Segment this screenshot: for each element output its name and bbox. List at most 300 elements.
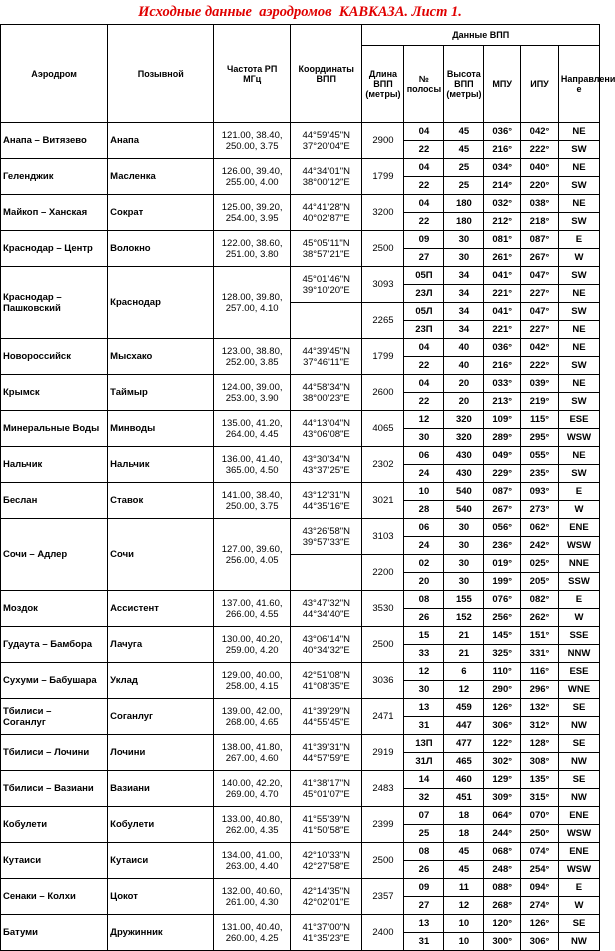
- runway-length: 2200: [362, 555, 404, 591]
- runway-direction: NW: [558, 789, 599, 807]
- aerodrome-name: Краснодар – Пашковский: [1, 267, 108, 339]
- callsign: Кутаиси: [108, 843, 214, 879]
- runway-direction: NW: [558, 717, 599, 735]
- runway-direction: ENE: [558, 807, 599, 825]
- runway-mpu: 309°: [484, 789, 521, 807]
- runway-number: 07: [404, 807, 444, 825]
- table-row: [1, 915, 600, 933]
- runway-length: 2400: [362, 915, 404, 951]
- runway-ipu: 222°: [521, 141, 559, 159]
- runway-direction: W: [558, 897, 599, 915]
- runway-mpu: 036°: [484, 339, 521, 357]
- runway-mpu: 120°: [484, 915, 521, 933]
- runway-number: 22: [404, 357, 444, 375]
- runway-direction: SE: [558, 915, 599, 933]
- runway-mpu: 126°: [484, 699, 521, 717]
- runway-ipu: 205°: [521, 573, 559, 591]
- runway-height: 10: [444, 915, 484, 933]
- runway-length: 3200: [362, 195, 404, 231]
- aerodrome-name: Нальчик: [1, 447, 108, 483]
- runway-ipu: 274°: [521, 897, 559, 915]
- callsign: Сочи: [108, 519, 214, 591]
- runway-length: 3021: [362, 483, 404, 519]
- runway-number: 25: [404, 825, 444, 843]
- runway-height: 20: [444, 393, 484, 411]
- coordinates: 41°39'29"N 44°55'45"E: [291, 699, 362, 735]
- runway-height: 155: [444, 591, 484, 609]
- runway-height: 465: [444, 753, 484, 771]
- runway-number: 04: [404, 159, 444, 177]
- runway-length: 4065: [362, 411, 404, 447]
- aerodrome-name: Крымск: [1, 375, 108, 411]
- runway-number: 05П: [404, 267, 444, 285]
- callsign: Таймыр: [108, 375, 214, 411]
- aerodrome-name: Майкоп – Ханская: [1, 195, 108, 231]
- runway-number: 08: [404, 591, 444, 609]
- runway-number: 31: [404, 933, 444, 951]
- runway-ipu: 267°: [521, 249, 559, 267]
- coordinates: 41°39'31"N 44°57'59"E: [291, 735, 362, 771]
- coordinates: 41°38'17"N 45°01'07"E: [291, 771, 362, 807]
- runway-direction: NW: [558, 753, 599, 771]
- runway-mpu: 081°: [484, 231, 521, 249]
- coordinates: 42°10'33"N 42°27'58"E: [291, 843, 362, 879]
- runway-number: 24: [404, 465, 444, 483]
- aerodrome-table-body: [1, 123, 600, 951]
- runway-ipu: 040°: [521, 159, 559, 177]
- runway-height: 447: [444, 717, 484, 735]
- frequency: 133.00, 40.80, 262.00, 4.35: [214, 807, 291, 843]
- runway-mpu: 212°: [484, 213, 521, 231]
- runway-height: 459: [444, 699, 484, 717]
- runway-ipu: 306°: [521, 933, 559, 951]
- runway-direction: SSE: [558, 627, 599, 645]
- runway-ipu: 227°: [521, 321, 559, 339]
- runway-mpu: 302°: [484, 753, 521, 771]
- runway-height: 180: [444, 195, 484, 213]
- runway-ipu: 220°: [521, 177, 559, 195]
- table-row: [1, 195, 600, 213]
- coordinates: 44°34'01"N 38°00'12"E: [291, 159, 362, 195]
- runway-length: 2357: [362, 879, 404, 915]
- runway-number: 22: [404, 177, 444, 195]
- callsign: Уклад: [108, 663, 214, 699]
- runway-height: 12: [444, 897, 484, 915]
- table-row: [1, 447, 600, 465]
- frequency: 140.00, 42.20, 269.00, 4.70: [214, 771, 291, 807]
- aerodrome-name: Тбилиси – Соганлуг: [1, 699, 108, 735]
- runway-mpu: 221°: [484, 285, 521, 303]
- table-row: [1, 123, 600, 141]
- coordinates: 45°01'46"N 39°10'20"E: [291, 267, 362, 303]
- runway-number: 09: [404, 879, 444, 897]
- runway-ipu: 039°: [521, 375, 559, 393]
- runway-height: 45: [444, 843, 484, 861]
- runway-mpu: 248°: [484, 861, 521, 879]
- callsign: Кобулети: [108, 807, 214, 843]
- runway-ipu: 227°: [521, 285, 559, 303]
- runway-direction: SW: [558, 465, 599, 483]
- runway-direction: W: [558, 249, 599, 267]
- runway-number: 10: [404, 483, 444, 501]
- runway-height: 11: [444, 879, 484, 897]
- table-row: [1, 339, 600, 357]
- aerodrome-name: Сочи – Адлер: [1, 519, 108, 591]
- callsign: Минводы: [108, 411, 214, 447]
- runway-number: 02: [404, 555, 444, 573]
- runway-number: 09: [404, 231, 444, 249]
- frequency: 121.00, 38.40, 250.00, 3.75: [214, 123, 291, 159]
- callsign: Лачуга: [108, 627, 214, 663]
- runway-mpu: 036°: [484, 123, 521, 141]
- aerodrome-name: Новороссийск: [1, 339, 108, 375]
- runway-ipu: 062°: [521, 519, 559, 537]
- runway-mpu: 216°: [484, 357, 521, 375]
- aerodrome-name: Тбилиси – Вазиани: [1, 771, 108, 807]
- runway-direction: SE: [558, 771, 599, 789]
- runway-direction: E: [558, 231, 599, 249]
- runway-number: 06: [404, 447, 444, 465]
- aerodrome-name: Кутаиси: [1, 843, 108, 879]
- runway-direction: SW: [558, 213, 599, 231]
- runway-number: 26: [404, 861, 444, 879]
- page-title: Исходные данные аэродромов КАВКАЗА. Лист 1.: [138, 4, 462, 20]
- runway-length: 1799: [362, 339, 404, 375]
- runway-length: 3530: [362, 591, 404, 627]
- callsign: Дружинник: [108, 915, 214, 951]
- callsign: Ставок: [108, 483, 214, 519]
- runway-mpu: 049°: [484, 447, 521, 465]
- aerodrome-name: Беслан: [1, 483, 108, 519]
- table-row: [1, 735, 600, 753]
- runway-ipu: 087°: [521, 231, 559, 249]
- runway-ipu: 218°: [521, 213, 559, 231]
- frequency: 123.00, 38.80, 252.00, 3.85: [214, 339, 291, 375]
- runway-mpu: 109°: [484, 411, 521, 429]
- runway-height: 6: [444, 663, 484, 681]
- header-frequency: Частота РП МГц: [214, 25, 291, 123]
- coordinates: 44°41'28"N 40°02'87"E: [291, 195, 362, 231]
- runway-ipu: 038°: [521, 195, 559, 213]
- runway-height: 34: [444, 321, 484, 339]
- aerodrome-table: [0, 24, 615, 951]
- runway-ipu: 308°: [521, 753, 559, 771]
- runway-length: 3036: [362, 663, 404, 699]
- runway-height: 45: [444, 141, 484, 159]
- runway-height: 20: [444, 375, 484, 393]
- runway-ipu: 295°: [521, 429, 559, 447]
- runway-height: 30: [444, 249, 484, 267]
- runway-number: 22: [404, 141, 444, 159]
- runway-height: 18: [444, 807, 484, 825]
- runway-direction: NE: [558, 321, 599, 339]
- frequency: 132.00, 40.60, 261.00, 4.30: [214, 879, 291, 915]
- runway-direction: NE: [558, 285, 599, 303]
- coordinates: 41°37'00"N 41°35'23"E: [291, 915, 362, 951]
- runway-direction: NW: [558, 933, 599, 951]
- table-row: [1, 375, 600, 393]
- runway-direction: SW: [558, 357, 599, 375]
- runway-number: 15: [404, 627, 444, 645]
- runway-number: 30: [404, 681, 444, 699]
- runway-direction: SSW: [558, 573, 599, 591]
- frequency: 135.00, 41.20, 264.00, 4.45: [214, 411, 291, 447]
- aerodrome-name: Гудаута – Бамбора: [1, 627, 108, 663]
- runway-number: 20: [404, 573, 444, 591]
- runway-height: 34: [444, 285, 484, 303]
- coordinates-empty: [291, 555, 362, 591]
- runway-ipu: 047°: [521, 303, 559, 321]
- runway-ipu: 047°: [521, 267, 559, 285]
- runway-direction: SW: [558, 267, 599, 285]
- runway-length: 2399: [362, 807, 404, 843]
- runway-direction: E: [558, 591, 599, 609]
- frequency: 126.00, 39.40, 255.00, 4.00: [214, 159, 291, 195]
- runway-direction: W: [558, 609, 599, 627]
- runway-height: 430: [444, 465, 484, 483]
- aerodrome-name: Геленджик: [1, 159, 108, 195]
- aerodrome-name: Батуми: [1, 915, 108, 951]
- runway-length: 2500: [362, 627, 404, 663]
- runway-mpu: 110°: [484, 663, 521, 681]
- runway-number: 04: [404, 123, 444, 141]
- runway-ipu: 042°: [521, 123, 559, 141]
- header-runway-length: Длина ВПП (метры): [362, 46, 404, 123]
- frequency: 129.00, 40.00, 258.00, 4.15: [214, 663, 291, 699]
- runway-length: 1799: [362, 159, 404, 195]
- runway-number: 27: [404, 897, 444, 915]
- runway-mpu: 032°: [484, 195, 521, 213]
- header-direction: Направлени е: [558, 46, 599, 123]
- runway-direction: WSW: [558, 825, 599, 843]
- runway-ipu: 219°: [521, 393, 559, 411]
- runway-number: 27: [404, 249, 444, 267]
- runway-number: 13: [404, 699, 444, 717]
- runway-height: 180: [444, 213, 484, 231]
- runway-mpu: 236°: [484, 537, 521, 555]
- runway-ipu: 074°: [521, 843, 559, 861]
- runway-ipu: 132°: [521, 699, 559, 717]
- runway-length: 2471: [362, 699, 404, 735]
- runway-mpu: 033°: [484, 375, 521, 393]
- runway-direction: E: [558, 483, 599, 501]
- runway-number: 06: [404, 519, 444, 537]
- table-row: [1, 519, 600, 537]
- runway-height: 34: [444, 267, 484, 285]
- table-row: [1, 159, 600, 177]
- runway-number: 23Л: [404, 285, 444, 303]
- runway-ipu: 151°: [521, 627, 559, 645]
- frequency: 138.00, 41.80, 267.00, 4.60: [214, 735, 291, 771]
- runway-ipu: 250°: [521, 825, 559, 843]
- runway-mpu: 064°: [484, 807, 521, 825]
- runway-height: 152: [444, 609, 484, 627]
- runway-direction: ESE: [558, 663, 599, 681]
- runway-ipu: 135°: [521, 771, 559, 789]
- runway-direction: WSW: [558, 429, 599, 447]
- table-row: [1, 483, 600, 501]
- frequency: 127.00, 39.60, 256.00, 4.05: [214, 519, 291, 591]
- runway-mpu: 300°: [484, 933, 521, 951]
- runway-ipu: 025°: [521, 555, 559, 573]
- header-runway-data: Данные ВПП: [362, 25, 600, 46]
- runway-ipu: 115°: [521, 411, 559, 429]
- runway-length: 3103: [362, 519, 404, 555]
- runway-height: 451: [444, 789, 484, 807]
- runway-number: 22: [404, 393, 444, 411]
- runway-height: 540: [444, 483, 484, 501]
- table-row: [1, 879, 600, 897]
- runway-direction: SE: [558, 735, 599, 753]
- callsign: Вазиани: [108, 771, 214, 807]
- callsign: Ассистент: [108, 591, 214, 627]
- runway-length: 2919: [362, 735, 404, 771]
- aerodrome-name: Краснодар – Центр: [1, 231, 108, 267]
- runway-height: 25: [444, 159, 484, 177]
- callsign: Цокот: [108, 879, 214, 915]
- frequency: 141.00, 38.40, 250.00, 3.75: [214, 483, 291, 519]
- runway-direction: SW: [558, 141, 599, 159]
- coordinates: 42°51'08"N 41°08'35"E: [291, 663, 362, 699]
- runway-height: 430: [444, 447, 484, 465]
- runway-mpu: 261°: [484, 249, 521, 267]
- coordinates: 44°59'45"N 37°20'04"E: [291, 123, 362, 159]
- header-callsign: Позывной: [108, 25, 214, 123]
- runway-height: 25: [444, 177, 484, 195]
- runway-number: 04: [404, 339, 444, 357]
- frequency: 130.00, 40.20, 259.00, 4.20: [214, 627, 291, 663]
- runway-direction: WSW: [558, 537, 599, 555]
- runway-number: 04: [404, 375, 444, 393]
- runway-length: 2900: [362, 123, 404, 159]
- runway-height: 18: [444, 825, 484, 843]
- aerodrome-name: Сенаки – Колхи: [1, 879, 108, 915]
- header-ipu: ИПУ: [521, 46, 559, 123]
- header-mpu: МПУ: [484, 46, 521, 123]
- coordinates: 44°13'04"N 43°06'08"E: [291, 411, 362, 447]
- runway-ipu: 116°: [521, 663, 559, 681]
- runway-number: 26: [404, 609, 444, 627]
- runway-height: 30: [444, 519, 484, 537]
- runway-height: 34: [444, 303, 484, 321]
- coordinates: 43°26'58"N 39°57'33"E: [291, 519, 362, 555]
- runway-height: 21: [444, 627, 484, 645]
- aerodrome-name: Тбилиси – Лочини: [1, 735, 108, 771]
- aerodrome-name: Сухуми – Бабушара: [1, 663, 108, 699]
- runway-ipu: 273°: [521, 501, 559, 519]
- coordinates: 41°55'39"N 41°50'58"E: [291, 807, 362, 843]
- runway-number: 08: [404, 843, 444, 861]
- aerodrome-name: Моздок: [1, 591, 108, 627]
- coordinates: 45°05'11"N 38°57'21"E: [291, 231, 362, 267]
- runway-mpu: 289°: [484, 429, 521, 447]
- runway-length: 3093: [362, 267, 404, 303]
- runway-mpu: 244°: [484, 825, 521, 843]
- runway-direction: ENE: [558, 519, 599, 537]
- runway-mpu: 325°: [484, 645, 521, 663]
- runway-ipu: 094°: [521, 879, 559, 897]
- runway-length: 2500: [362, 843, 404, 879]
- table-row: [1, 843, 600, 861]
- runway-mpu: 256°: [484, 609, 521, 627]
- runway-height: 30: [444, 537, 484, 555]
- runway-number: 31: [404, 717, 444, 735]
- runway-mpu: 268°: [484, 897, 521, 915]
- runway-mpu: 041°: [484, 303, 521, 321]
- runway-number: 05Л: [404, 303, 444, 321]
- runway-height: 45: [444, 123, 484, 141]
- aerodrome-name: Кобулети: [1, 807, 108, 843]
- runway-mpu: 068°: [484, 843, 521, 861]
- runway-direction: NNW: [558, 645, 599, 663]
- frequency: 131.00, 40.40, 260.00, 4.25: [214, 915, 291, 951]
- runway-number: 04: [404, 195, 444, 213]
- runway-ipu: 254°: [521, 861, 559, 879]
- runway-mpu: 122°: [484, 735, 521, 753]
- coordinates-empty: [291, 303, 362, 339]
- callsign: Масленка: [108, 159, 214, 195]
- runway-direction: W: [558, 501, 599, 519]
- runway-height: 45: [444, 861, 484, 879]
- callsign: Краснодар: [108, 267, 214, 339]
- runway-mpu: 306°: [484, 717, 521, 735]
- frequency: 139.00, 42.00, 268.00, 4.65: [214, 699, 291, 735]
- callsign: Мысхако: [108, 339, 214, 375]
- coordinates: 43°06'14"N 40°34'32"E: [291, 627, 362, 663]
- coordinates: 43°47'32"N 44°34'40"E: [291, 591, 362, 627]
- coordinates: 44°58'34"N 38°00'23"E: [291, 375, 362, 411]
- table-row: [1, 591, 600, 609]
- coordinates: 44°39'45"N 37°46'11"E: [291, 339, 362, 375]
- runway-ipu: 331°: [521, 645, 559, 663]
- runway-direction: SW: [558, 177, 599, 195]
- runway-number: 24: [404, 537, 444, 555]
- runway-ipu: 082°: [521, 591, 559, 609]
- runway-length: 2265: [362, 303, 404, 339]
- runway-direction: NE: [558, 447, 599, 465]
- runway-number: 12: [404, 411, 444, 429]
- aerodrome-name: Минеральные Воды: [1, 411, 108, 447]
- callsign: Волокно: [108, 231, 214, 267]
- table-row: [1, 627, 600, 645]
- runway-ipu: 262°: [521, 609, 559, 627]
- runway-ipu: 242°: [521, 537, 559, 555]
- frequency: 124.00, 39.00, 253.00, 3.90: [214, 375, 291, 411]
- runway-direction: NE: [558, 339, 599, 357]
- runway-height: 30: [444, 555, 484, 573]
- runway-number: 30: [404, 429, 444, 447]
- runway-height: 40: [444, 357, 484, 375]
- runway-ipu: 312°: [521, 717, 559, 735]
- runway-direction: SE: [558, 699, 599, 717]
- runway-mpu: 229°: [484, 465, 521, 483]
- runway-mpu: 216°: [484, 141, 521, 159]
- aerodrome-name: Анапа – Витязево: [1, 123, 108, 159]
- runway-height: 30: [444, 573, 484, 591]
- runway-height: 10: [444, 933, 484, 951]
- runway-direction: NE: [558, 375, 599, 393]
- runway-direction: E: [558, 879, 599, 897]
- runway-mpu: 267°: [484, 501, 521, 519]
- runway-direction: NE: [558, 195, 599, 213]
- runway-mpu: 199°: [484, 573, 521, 591]
- runway-height: 320: [444, 411, 484, 429]
- callsign: Нальчик: [108, 447, 214, 483]
- runway-height: 477: [444, 735, 484, 753]
- runway-mpu: 034°: [484, 159, 521, 177]
- runway-ipu: 235°: [521, 465, 559, 483]
- runway-height: 460: [444, 771, 484, 789]
